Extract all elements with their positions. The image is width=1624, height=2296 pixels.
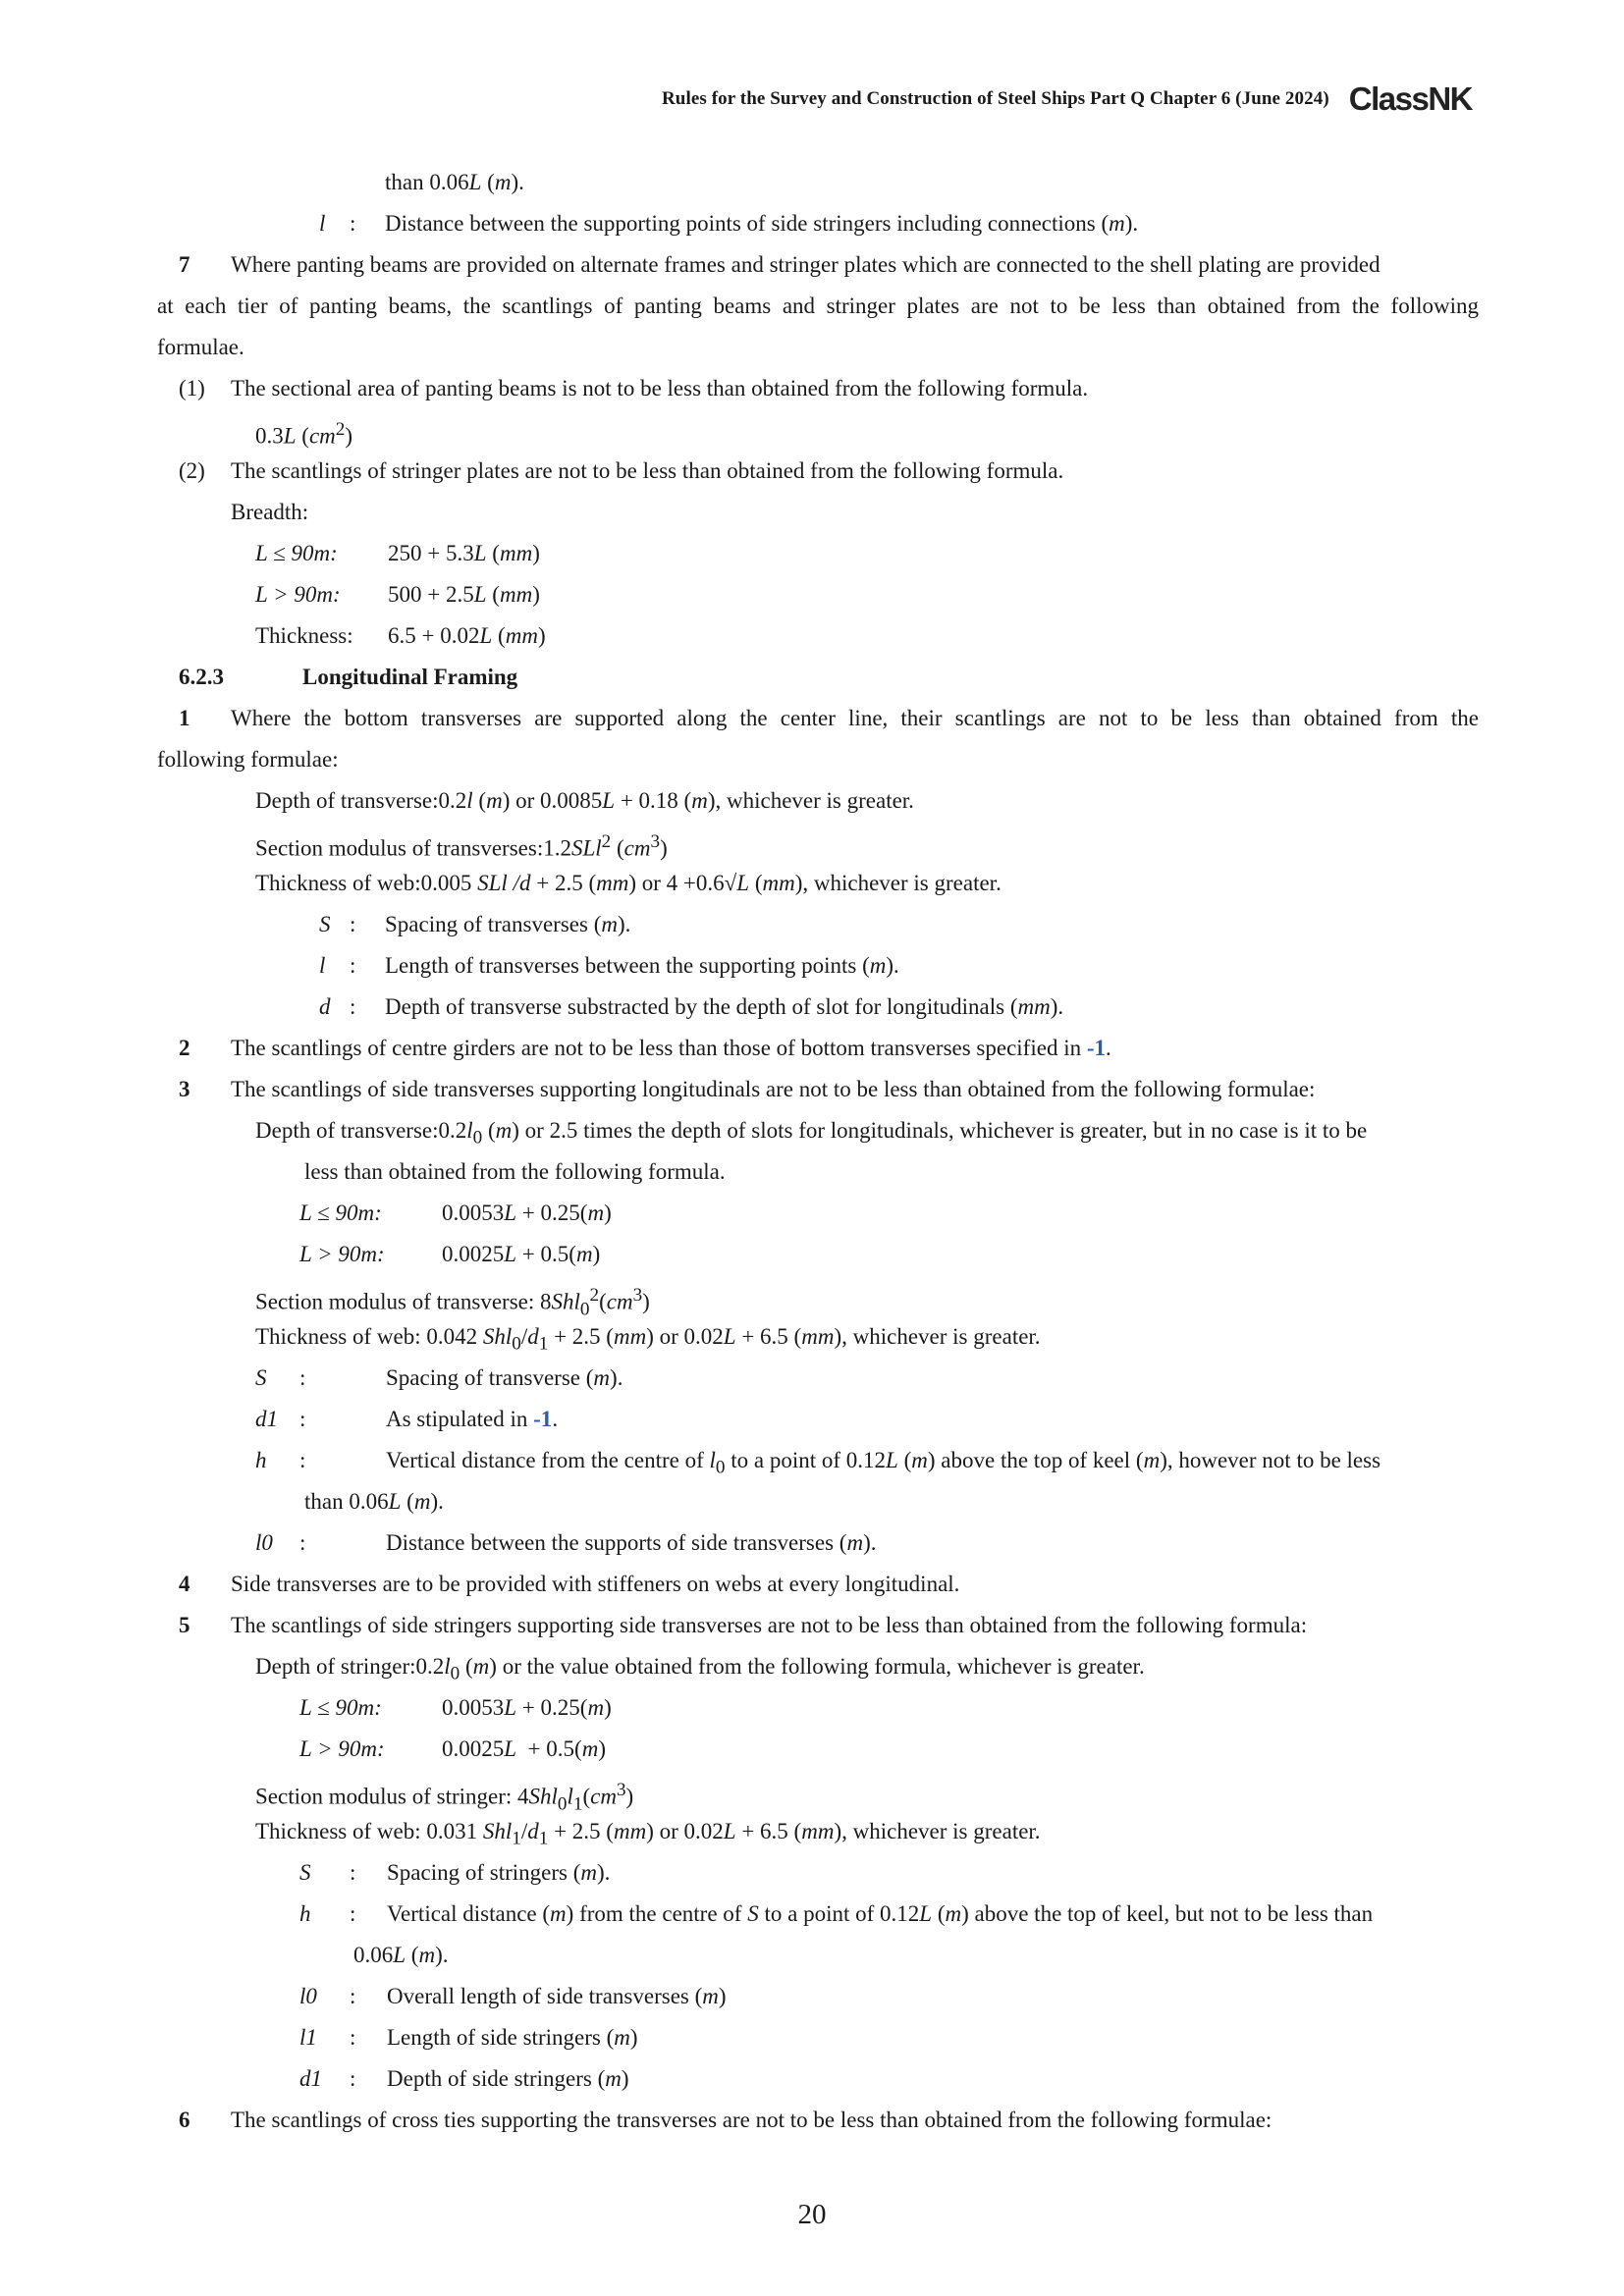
definition-symbol: S bbox=[299, 1860, 311, 1885]
formula-line: Depth of $stringer:0.2l_0$ (m) or the value obtained from the following formula, whichever is greater. bbox=[255, 1654, 1145, 1684]
condition-label: L ≤ 90m: bbox=[299, 1695, 382, 1720]
definition-symbol: l0 bbox=[255, 1530, 273, 1555]
page-header bbox=[662, 80, 1472, 118]
formula-line: Thickness: 6.5 + 0.02L (mm) bbox=[157, 615, 1479, 657]
definition-line: l : Length of transverses between the supporting points (m). bbox=[157, 945, 1479, 987]
classnk-logo: ClassNK bbox=[1348, 80, 1472, 117]
definition-line: S : Spacing of transverse (m). bbox=[157, 1358, 1479, 1399]
definition-symbol: d1 bbox=[255, 1407, 278, 1431]
definition-symbol: S bbox=[255, 1365, 267, 1390]
section-title: Longitudinal Framing bbox=[302, 665, 518, 689]
formula-line: L ≤ 90m: 0.0053L + 0.25(m) bbox=[157, 1193, 1479, 1234]
section-heading bbox=[157, 657, 1479, 698]
definition-symbol: h bbox=[299, 1901, 311, 1926]
paragraph-number: 6 bbox=[179, 2108, 190, 2132]
definition-line: l : Distance between the supporting points of side stringers including connections (m). bbox=[157, 203, 1479, 244]
formula-line: Thickness of web: 0.031 $Shl_1/d_1 + 2.5$ (mm) or 0.02L + 6.5 (mm), whichever is greater. bbox=[255, 1819, 1041, 1849]
formula-line: L > 90m: 0.0025L + 0.5(m) bbox=[157, 1234, 1479, 1275]
formula-line: L > 90m: 0.0025L + 0.5(m) bbox=[157, 1729, 1479, 1770]
definition-line: h : Vertical distance (m) from the centre of S to a point of 0.12L (m) above the top of keel, but not to be less than bbox=[157, 1894, 1479, 1935]
definition-line: l0 : Overall length of side transverses (m) bbox=[157, 1976, 1479, 2017]
paragraph-number: 1 bbox=[179, 706, 190, 730]
list-marker: (2) bbox=[179, 458, 205, 483]
definition-symbol: l bbox=[319, 953, 326, 978]
condition-label: L > 90m: bbox=[255, 582, 341, 607]
formula-line: Section modulus of stringer: $4Shl_0l_1(cm^3)$ bbox=[255, 1780, 634, 1815]
paragraph-line: 1 Where the bottom transverses are supported along the center line, their scantlings are not to be less than obtained from the bbox=[157, 698, 1479, 739]
formula-line: L ≤ 90m: 250 + 5.3L (mm) bbox=[157, 533, 1479, 574]
condition-label: Thickness: bbox=[255, 623, 353, 648]
formula-line: less than obtained from the following formula. bbox=[304, 1159, 726, 1184]
formula-line: Section modulus of transverse: $8Shl_0^2(cm^3)$ bbox=[255, 1285, 650, 1320]
formula-line: Depth of $transverse:0.2l_0$ (m) or 2.5 times the depth of slots for longitudinals, whichever is greater, but in no case is it to be bbox=[255, 1118, 1368, 1148]
formula-line: L > 90m: 500 + 2.5L (mm) bbox=[157, 574, 1479, 615]
condition-label: L > 90m: bbox=[299, 1242, 385, 1266]
text-line: Breadth: bbox=[231, 500, 309, 524]
definition-line: S : Spacing of stringers (m). bbox=[157, 1852, 1479, 1894]
list-marker: (1) bbox=[179, 376, 205, 400]
definition-line: l1 : Length of side stringers (m) bbox=[157, 2017, 1479, 2058]
definition-line: d1 : As stipulated in -1. bbox=[157, 1399, 1479, 1440]
list-item: (1) The sectional area of panting beams is not to be less than obtained from the following formula. bbox=[157, 368, 1479, 409]
page-number: 20 bbox=[797, 2199, 827, 2230]
definition-symbol: l0 bbox=[299, 1984, 317, 2008]
paragraph-number: 3 bbox=[179, 1077, 190, 1101]
paragraph-line: 2 The scantlings of centre girders are not to be less than those of bottom transverses specified in -1. bbox=[157, 1028, 1479, 1069]
definition-symbol: S bbox=[319, 912, 331, 936]
formula-line: 0.3L $(cm^2)$ bbox=[255, 419, 353, 449]
formula-line: L ≤ 90m: 0.0053L + 0.25(m) bbox=[157, 1687, 1479, 1729]
condition-label: L ≤ 90m: bbox=[255, 541, 338, 565]
condition-label: L > 90m: bbox=[299, 1736, 385, 1761]
text-line: than 0.06L (m). bbox=[385, 170, 524, 194]
text-line: 0.06L (m). bbox=[353, 1943, 449, 1967]
formula-line: Thickness of web:0.005 SLl /d + 2.5 (mm) or 4 +0.6√L (mm), whichever is greater. bbox=[255, 871, 1001, 895]
definition-line: d1 : Depth of side stringers (m) bbox=[157, 2058, 1479, 2100]
paragraph-number: 2 bbox=[179, 1036, 190, 1060]
list-item: (2) The scantlings of stringer plates are not to be less than obtained from the following formula. bbox=[157, 451, 1479, 492]
paragraph-number: 7 bbox=[179, 252, 190, 277]
header-title: Rules for the Survey and Construction of Steel Ships Part Q Chapter 6 (June 2024) bbox=[661, 88, 1329, 109]
paragraph-line: formulae. bbox=[157, 335, 244, 359]
section-number: 6.2.3 bbox=[179, 665, 224, 689]
text-line: than 0.06L (m). bbox=[304, 1489, 444, 1514]
definition-line: h : Vertical distance from the centre of $l_0$ to a point of 0.12L (m) above the top of keel (m), however not to be less bbox=[157, 1440, 1479, 1481]
paragraph-line: 5 The scantlings of side stringers supporting side transverses are not to be less than obtained from the following formula: bbox=[157, 1605, 1479, 1646]
paragraph-line: 3 The scantlings of side transverses supporting longitudinals are not to be less than obtained from the following formulae: bbox=[157, 1069, 1479, 1110]
document-body bbox=[157, 162, 1479, 2141]
cross-reference-link[interactable]: -1 bbox=[1086, 1036, 1107, 1060]
definition-symbol: d bbox=[319, 994, 331, 1019]
paragraph-line: following formulae: bbox=[157, 747, 339, 772]
definition-line: d : Depth of transverse substracted by the depth of slot for longitudinals (mm). bbox=[157, 987, 1479, 1028]
paragraph-line: at each tier of panting beams, the scantlings of panting beams and stringer plates are not to be less than obtained from the following bbox=[157, 294, 1479, 318]
formula-line: Thickness of web: 0.042 $Shl_0/d_1 + 2.5$ (mm) or 0.02L + 6.5 (mm), whichever is greater. bbox=[255, 1324, 1041, 1355]
definition-symbol: d1 bbox=[299, 2066, 322, 2091]
definition-line: l0 : Distance between the supports of side transverses (m). bbox=[157, 1522, 1479, 1564]
definition-symbol: l bbox=[319, 211, 326, 236]
cross-reference-link[interactable]: -1 bbox=[533, 1407, 553, 1431]
condition-label: L ≤ 90m: bbox=[299, 1201, 382, 1225]
definition-line: S : Spacing of transverses (m). bbox=[157, 904, 1479, 945]
formula-line: Depth of transverse:0.2l (m) or 0.0085L + 0.18 (m), whichever is greater. bbox=[255, 788, 914, 813]
paragraph-line: 4 Side transverses are to be provided with stiffeners on webs at every longitudinal. bbox=[157, 1564, 1479, 1605]
paragraph-number: 4 bbox=[179, 1572, 190, 1596]
paragraph-line: 6 The scantlings of cross ties supporting the transverses are not to be less than obtained from the following formulae: bbox=[157, 2100, 1479, 2141]
definition-symbol: l1 bbox=[299, 2025, 317, 2050]
definition-symbol: h bbox=[255, 1448, 267, 1472]
formula-line: Section modulus of transverses:1.2SLl$^2$ $(cm^3)$ bbox=[255, 831, 668, 861]
paragraph-line: 7 Where panting beams are provided on alternate frames and stringer plates which are connected to the shell plating are provided bbox=[157, 244, 1479, 286]
paragraph-number: 5 bbox=[179, 1613, 190, 1637]
